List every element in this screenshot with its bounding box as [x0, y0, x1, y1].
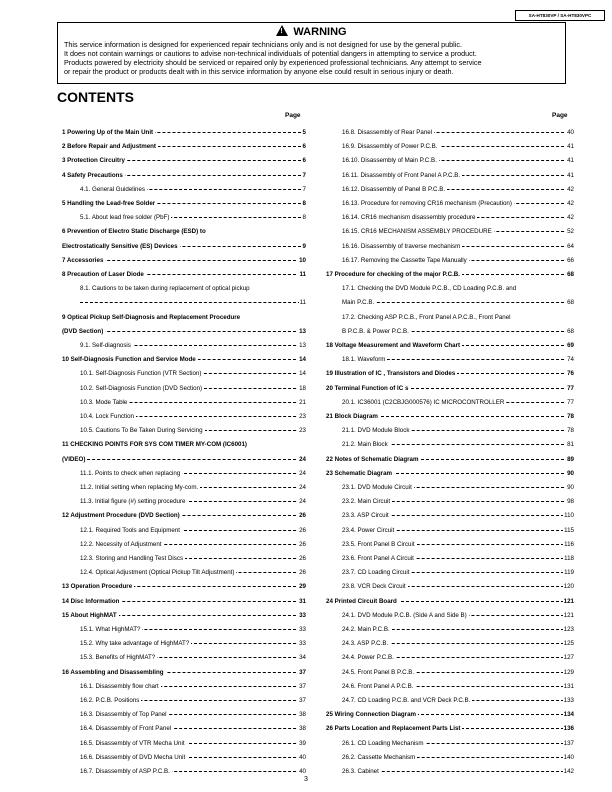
toc-entry-page: 37 [299, 697, 306, 704]
toc-entry-page: 74 [567, 356, 574, 364]
toc-entry-title: 23.1. DVD Module Circuit [342, 484, 412, 491]
toc-entry[interactable] [342, 328, 574, 335]
toc-entry[interactable] [62, 512, 306, 519]
toc-entry[interactable] [80, 711, 306, 718]
toc-entry-page: 119 [564, 569, 574, 577]
toc-entry[interactable] [342, 754, 574, 761]
toc-entry-title: 10 Self-Diagnosis Function and Service Mode [62, 356, 196, 364]
toc-entry-page: 110 [564, 512, 574, 520]
toc-entry-title: 26.3. Cabinet [342, 768, 379, 775]
toc-entry-title: Electrostatically Sensitive (ES) Devices [62, 242, 178, 250]
toc-entry[interactable] [62, 441, 306, 448]
toc-entry-page: 90 [567, 469, 574, 477]
toc-entry-page: 21 [299, 398, 306, 406]
toc-entry[interactable] [62, 200, 306, 207]
toc-entry[interactable] [342, 228, 574, 235]
toc-entry-title: 16.2. P.C.B. Positions [80, 697, 140, 704]
toc-entry-title: 17.2. Checking ASP P.C.B., Front Panel A P.C.B., Front Panel [342, 313, 511, 321]
toc-entry-page: 121 [563, 597, 574, 605]
toc-entry-title: 16.3. Disassembly of Top Panel [80, 711, 167, 719]
toc-entry-title: 10.4. Lock Function [80, 413, 135, 420]
toc-entry-title: 16.8. Disassembly of Rear Panel [342, 129, 433, 136]
toc-entry-page: 89 [567, 455, 574, 463]
toc-entry-title: 24.3. ASP P.C.B. [342, 640, 389, 648]
toc-entry-title: 16.13. Procedure for removing CR16 mechanism (Precaution) [342, 200, 512, 207]
toc-entry-page: 64 [567, 242, 574, 250]
toc-entry-title: 23.8. VCR Deck Circuit [342, 583, 406, 591]
toc-entry-title: 16.5. Disassembly of VTR Mecha Unit [80, 739, 185, 747]
toc-entry-title: 11 CHECKING POINTS FOR SYS COM TIMER MY-COM (IC6001) [62, 441, 247, 449]
toc-entry-title: 2 Before Repair and Adjustment [62, 143, 156, 151]
toc-entry-title: 16.7. Disassembly of ASP P.C.B. [80, 768, 170, 775]
toc-entry-page: 41 [567, 143, 574, 151]
toc-entry[interactable] [80, 725, 306, 732]
toc-entry-title: 10.3. Mode Table [80, 398, 128, 406]
toc-entry-page: 24 [299, 469, 306, 477]
toc-entry[interactable] [80, 399, 306, 406]
toc-entry-page: 29 [299, 583, 306, 591]
toc-entry-page: 10 [299, 256, 306, 264]
toc-entry-page: 136 [563, 725, 574, 733]
toc-entry-title: 23 Schematic Diagram [326, 469, 393, 477]
warning-box [57, 22, 566, 84]
toc-entry-title: 9 Optical Pickup Self-Diagnosis and Replacement Procedure [62, 313, 241, 321]
toc-entry-page: 33 [299, 640, 306, 648]
toc-entry-title: 14 Disc Information [62, 597, 120, 605]
toc-entry[interactable] [342, 157, 574, 164]
toc-entry-title: 16.6. Disassembly of DVD Mecha Unit [80, 753, 186, 761]
toc-entry-title: 23.4. Power Circuit [342, 526, 395, 534]
toc-entry-title: 15.1. What HighMAT? [80, 626, 141, 633]
toc-entry-title: 9.1. Self-diagnosis [80, 342, 131, 349]
toc-entry-page: 52 [567, 228, 574, 236]
toc-entry-page: 125 [563, 640, 574, 648]
toc-leader [62, 459, 306, 460]
toc-entry-page: 120 [563, 583, 574, 591]
toc-entry-page: 133 [563, 697, 574, 704]
toc-entry-page: 77 [567, 398, 574, 406]
toc-entry-title: 3 Protection Circuitry [62, 157, 125, 165]
toc-entry-page: 77 [567, 384, 574, 392]
toc-entry-page: 26 [299, 555, 306, 562]
toc-entry[interactable] [80, 640, 306, 647]
toc-entry-page: 33 [299, 611, 306, 619]
toc-entry[interactable] [342, 768, 574, 775]
toc-entry-page: 40 [299, 753, 306, 761]
toc-entry[interactable] [342, 172, 574, 179]
warning-line: This service information is designed for experienced repair technicians only and is not designed for use by the general public. [64, 40, 462, 49]
toc-entry[interactable] [342, 399, 574, 406]
toc-entry-title: 23.7. CD Loading Circuit [342, 569, 410, 577]
toc-entry-title: 12.1. Required Tools and Equipment [80, 526, 180, 534]
toc-entry[interactable] [80, 555, 306, 562]
toc-entry[interactable] [342, 583, 574, 590]
toc-entry-page: 40 [567, 129, 574, 136]
toc-entry-title: 11.2. Initial setting when replacing My-com. [80, 484, 199, 491]
toc-entry[interactable] [326, 598, 574, 605]
warning-line: It does not contain warnings or cautions to advise non-technical individuals of potential dangers in attempting to service a product. [64, 49, 477, 58]
toc-entry[interactable] [80, 740, 306, 747]
toc-entry-page: 14 [299, 356, 306, 364]
toc-entry[interactable] [62, 143, 306, 150]
toc-entry-title: 23.5. Front Panel B Circuit [342, 540, 415, 548]
toc-entry-page: 11 [299, 271, 306, 278]
toc-entry-title: 6 Prevention of Electro Static Discharge (ESD) to [62, 228, 206, 236]
toc-entry[interactable] [342, 441, 574, 448]
toc-entry[interactable] [80, 427, 306, 434]
toc-entry-page: 137 [563, 739, 574, 747]
toc-entry-page: 7 [302, 171, 306, 179]
toc-entry-title: 11.3. Initial figure (#) setting procedure [80, 498, 186, 506]
toc-entry[interactable] [80, 626, 306, 633]
toc-entry-title: 24.5. Front Panel B P.C.B. [342, 668, 415, 676]
model-tag: SA-HT830VP / SA-HT830VPC [515, 10, 605, 21]
toc-entry[interactable] [342, 683, 574, 690]
toc-entry[interactable] [80, 285, 306, 292]
toc-entry[interactable] [342, 314, 574, 321]
toc-entry-title: 13 Operation Procedure [62, 583, 133, 591]
toc-entry[interactable] [62, 612, 306, 619]
toc-entry-title: 21.1. DVD Module Block [342, 427, 410, 435]
toc-entry[interactable] [80, 654, 306, 661]
toc-entry-page: 90 [567, 484, 574, 491]
toc-entry-title: 20 Terminal Function of IC s [326, 384, 409, 392]
toc-entry-title: 24.1. DVD Module P.C.B. (Side A and Side B) [342, 611, 467, 619]
toc-entry-page: 13 [299, 342, 306, 349]
toc-entry-page: 76 [567, 370, 574, 378]
toc-entry-page: 33 [299, 626, 306, 633]
toc-entry[interactable] [62, 129, 306, 136]
toc-entry-title: 8 Precaution of Laser Diode [62, 271, 144, 278]
toc-entry[interactable] [326, 385, 574, 392]
toc-entry-page: 134 [563, 711, 574, 719]
toc-entry[interactable] [62, 456, 306, 463]
toc-entry-page: 116 [564, 540, 574, 548]
toc-entry[interactable] [62, 356, 306, 363]
toc-entry-title: 17 Procedure for checking of the major P.C.B. [326, 271, 460, 278]
toc-entry[interactable] [62, 257, 306, 264]
toc-entry-title: (VIDEO) [62, 455, 86, 463]
toc-entry-page: 41 [567, 157, 574, 165]
toc-entry-page: 24 [299, 455, 306, 463]
toc-entry-title: 12.2. Necessity of Adjustment [80, 540, 162, 548]
toc-leader [80, 302, 306, 303]
toc-entry[interactable] [80, 342, 306, 349]
toc-entry-title: B P.C.B. & Power P.C.B. [342, 327, 409, 335]
toc-entry[interactable] [80, 754, 306, 761]
toc-entry-title: (DVD Section) [62, 327, 104, 335]
right-column-page-header: Page [552, 112, 568, 119]
toc-entry-page: 66 [567, 256, 574, 264]
toc-entry[interactable] [80, 385, 306, 392]
toc-entry-page: 8 [302, 200, 306, 207]
toc-entry-title: 16.14. CR16 mechanism disassembly procedure [342, 214, 476, 222]
toc-entry-page: 42 [567, 214, 574, 222]
toc-entry[interactable] [80, 527, 306, 534]
toc-entry-title: 10.5. Cautions To Be Taken During Servicing [80, 427, 203, 435]
toc-entry-title: 22 Notes of Schematic Diagram [326, 455, 419, 463]
toc-leader [342, 302, 574, 303]
warning-title [58, 25, 565, 38]
toc-entry-title: 24.4. Power P.C.B. [342, 654, 394, 662]
toc-entry-title: 12.4. Optical Adjustment (Optical Pickup Tilt Adjustment) [80, 569, 235, 577]
toc-entry[interactable] [80, 370, 306, 377]
toc-entry-title: 8.1. Cautions to be taken during replacement of optical pickup [80, 285, 250, 293]
toc-entry[interactable] [342, 186, 574, 193]
toc-entry-title: 11.1. Points to check when replacing [80, 469, 181, 477]
toc-entry-page: 11 [299, 299, 306, 307]
warning-line: or repair the product or products dealt with in this service information by anyone else could result in serious injury or death. [64, 67, 454, 76]
toc-entry[interactable] [80, 214, 306, 221]
toc-entry[interactable] [80, 299, 306, 306]
toc-entry[interactable] [342, 527, 574, 534]
toc-entry[interactable] [342, 626, 574, 633]
toc-entry-title: 25 Wiring Connection Diagram [326, 711, 417, 719]
toc-entry[interactable] [342, 427, 574, 434]
toc-entry-page: 39 [299, 739, 306, 747]
toc-entry-title: 4.1. General Guidelines [80, 185, 146, 193]
toc-entry-page: 69 [567, 342, 574, 349]
toc-entry-title: Main P.C.B. [342, 299, 375, 307]
toc-entry[interactable] [80, 569, 306, 576]
toc-entry-title: 23.3. ASP Circuit [342, 512, 389, 520]
toc-entry[interactable] [342, 654, 574, 661]
toc-entry[interactable] [342, 612, 574, 619]
toc-entry-title: 10.2. Self-Diagnosis Function (DVD Section) [80, 384, 203, 392]
toc-entry[interactable] [342, 299, 574, 306]
toc-entry-title: 15.3. Benefits of HighMAT? [80, 654, 156, 662]
toc-entry[interactable] [326, 342, 574, 349]
toc-entry-title: 16.10. Disassembly of Main P.C.B. [342, 157, 437, 165]
toc-entry-title: 24 Printed Circuit Board [326, 597, 397, 605]
toc-entry-title: 26.1. CD Loading Mechanism [342, 739, 424, 747]
toc-entry-page: 6 [302, 143, 306, 151]
toc-entry[interactable] [342, 569, 574, 576]
toc-entry[interactable] [80, 768, 306, 775]
toc-entry-page: 37 [299, 682, 306, 690]
toc-entry-page: 24 [299, 484, 306, 491]
toc-entry-page: 68 [567, 327, 574, 335]
left-column-page-header: Page [285, 112, 301, 119]
toc-entry[interactable] [80, 413, 306, 420]
toc-entry[interactable] [80, 484, 306, 491]
toc-entry-title: 21.2. Main Block [342, 441, 388, 449]
toc-entry-page: 26 [299, 512, 306, 520]
toc-entry[interactable] [342, 498, 574, 505]
toc-entry-page: 78 [567, 427, 574, 435]
toc-entry-page: 9 [302, 242, 306, 250]
toc-entry[interactable] [342, 243, 574, 250]
toc-entry-title: 5.1. About lead free solder (PbF) [80, 214, 170, 222]
toc-entry[interactable] [342, 669, 574, 676]
toc-entry-title: 16.11. Disassembly of Front Panel A P.C.B. [342, 171, 461, 179]
toc-entry[interactable] [62, 172, 306, 179]
toc-entry-page: 26 [299, 569, 306, 577]
toc-entry-page: 31 [299, 597, 306, 605]
toc-entry-page: 42 [567, 200, 574, 207]
toc-entry[interactable] [62, 157, 306, 164]
toc-entry[interactable] [62, 583, 306, 590]
toc-entry-page: 40 [299, 768, 306, 775]
toc-entry-page: 26 [299, 540, 306, 548]
toc-entry[interactable] [326, 470, 574, 477]
toc-entry-page: 23 [299, 413, 306, 420]
contents-title: CONTENTS [57, 89, 134, 105]
toc-entry[interactable] [342, 541, 574, 548]
toc-entry-title: 1 Powering Up of the Main Unit [62, 129, 154, 136]
toc-entry-page: 98 [567, 498, 574, 506]
toc-entry-page: 41 [567, 171, 574, 179]
toc-entry-page: 37 [299, 668, 306, 676]
toc-entry-page: 42 [567, 185, 574, 193]
toc-entry-title: 17.1. Checking the DVD Module P.C.B., CD Loading P.C.B. and [342, 285, 517, 293]
toc-entry-page: 26 [299, 526, 306, 534]
toc-entry[interactable] [342, 640, 574, 647]
toc-entry-page: 78 [567, 413, 574, 420]
toc-entry-title: 5 Handling the Lead-free Solder [62, 200, 156, 207]
toc-entry-page: 24 [299, 498, 306, 506]
toc-entry-page: 23 [299, 427, 306, 435]
toc-entry-title: 15.2. Why take advantage of HighMAT? [80, 640, 190, 648]
toc-entry-page: 7 [302, 185, 306, 193]
toc-entry[interactable] [342, 512, 574, 519]
toc-entry[interactable] [342, 555, 574, 562]
toc-entry[interactable] [342, 356, 574, 363]
toc-entry[interactable] [342, 285, 574, 292]
toc-entry-page: 121 [563, 611, 574, 619]
toc-entry-title: 21 Block Diagram [326, 413, 378, 420]
toc-entry[interactable] [326, 271, 574, 278]
toc-entry[interactable] [342, 697, 574, 704]
toc-entry-page: 140 [563, 753, 574, 761]
page-number: 3 [304, 776, 308, 783]
toc-entry[interactable] [62, 228, 306, 235]
toc-entry-title: 20.1. IC36001 (C2CBJG000576) IC MICROCONTROLLER [342, 398, 505, 406]
toc-entry-page: 6 [302, 157, 306, 165]
toc-entry[interactable] [342, 257, 574, 264]
toc-entry-title: 15 About HighMAT [62, 611, 117, 619]
toc-entry-title: 18 Voltage Measurement and Waveform Chart [326, 342, 461, 349]
toc-entry[interactable] [342, 214, 574, 221]
toc-entry-title: 24.2. Main P.C.B. [342, 626, 390, 633]
warning-title-text: WARNING [293, 26, 347, 38]
toc-entry[interactable] [342, 484, 574, 491]
toc-entry-title: 12.3. Storing and Handling Test Discs [80, 555, 184, 562]
toc-entry[interactable] [80, 498, 306, 505]
toc-entry-page: 68 [567, 271, 574, 278]
toc-entry[interactable] [326, 370, 574, 377]
toc-entry[interactable] [80, 470, 306, 477]
toc-entry-page: 13 [299, 327, 306, 335]
toc-entry-title: 23.2. Main Circuit [342, 498, 391, 506]
toc-entry-page: 34 [299, 654, 306, 662]
toc-entry[interactable] [80, 683, 306, 690]
toc-entry-page: 115 [564, 526, 574, 534]
toc-entry-title: 24.6. Front Panel A P.C.B. [342, 682, 414, 690]
toc-entry[interactable] [62, 271, 306, 278]
toc-entry-page: 8 [302, 214, 306, 222]
warning-triangle-icon [276, 25, 288, 36]
toc-entry-page: 5 [302, 129, 306, 136]
toc-entry[interactable] [80, 186, 306, 193]
toc-entry-page: 127 [563, 654, 574, 662]
toc-entry[interactable] [342, 740, 574, 747]
toc-entry-title: 16.1. Disassembly flow chart [80, 682, 159, 690]
toc-entry-page: 118 [564, 555, 574, 562]
toc-entry[interactable] [326, 413, 574, 420]
toc-entry-title: 10.1. Self-Diagnosis Function (VTR Section) [80, 370, 202, 378]
toc-entry-page: 81 [567, 441, 574, 449]
toc-entry-page: 38 [299, 725, 306, 733]
toc-entry[interactable] [62, 328, 306, 335]
toc-entry-title: 18.1. Waveform [342, 356, 386, 364]
toc-entry-title: 12 Adjustment Procedure (DVD Section) [62, 512, 180, 520]
toc-entry-page: 129 [563, 668, 574, 676]
toc-entry-page: 131 [563, 682, 574, 690]
toc-entry[interactable] [62, 598, 306, 605]
toc-entry-title: 16 Assembling and Disassembling [62, 668, 164, 676]
toc-entry-title: 23.6. Front Panel A Circuit [342, 555, 414, 562]
toc-entry[interactable] [62, 314, 306, 321]
toc-entry-title: 16.4. Disassembly of Front Panel [80, 725, 172, 733]
toc-entry-title: 24.7. CD Loading P.C.B. and VCR Deck P.C.B. [342, 697, 471, 704]
toc-entry[interactable] [62, 669, 306, 676]
toc-entry-title: 26.2. Cassette Mechanism [342, 753, 416, 761]
toc-entry[interactable] [326, 456, 574, 463]
toc-entry-page: 142 [563, 768, 574, 775]
toc-entry-title: 16.15. CR16 MECHANISM ASSEMBLY PROCEDURE [342, 228, 492, 236]
toc-entry[interactable] [326, 711, 574, 718]
toc-entry-title: 7 Accessories [62, 256, 104, 264]
toc-entry-title: 16.9. Disassembly of Power P.C.B. [342, 143, 438, 151]
toc-entry-page: 68 [567, 299, 574, 307]
toc-entry[interactable] [342, 143, 574, 150]
toc-entry[interactable] [80, 697, 306, 704]
toc-entry-page: 14 [299, 370, 306, 378]
toc-entry-title: 4 Safety Precautions [62, 171, 123, 179]
toc-entry-title: 16.16. Disassembly of traverse mechanism [342, 242, 461, 250]
warning-line: Products powered by electricity should be serviced or repaired only by experienced professional technicians. Any attempt to service [64, 58, 482, 67]
toc-entry-page: 18 [299, 384, 306, 392]
toc-entry[interactable] [342, 129, 574, 136]
toc-entry-title: 16.12. Disassembly of Panel B P.C.B. [342, 185, 446, 193]
toc-entry-page: 38 [299, 711, 306, 719]
toc-entry-title: 26 Parts Location and Replacement Parts List [326, 725, 461, 733]
toc-entry[interactable] [80, 541, 306, 548]
toc-entry[interactable] [326, 725, 574, 732]
toc-entry-page: 123 [563, 626, 574, 633]
toc-entry-title: 19 Illustration of IC , Transistors and Diodes [326, 370, 456, 378]
toc-entry[interactable] [62, 243, 306, 250]
toc-entry-title: 16.17. Removing the Cassette Tape Manually [342, 256, 467, 264]
toc-entry[interactable] [342, 200, 574, 207]
